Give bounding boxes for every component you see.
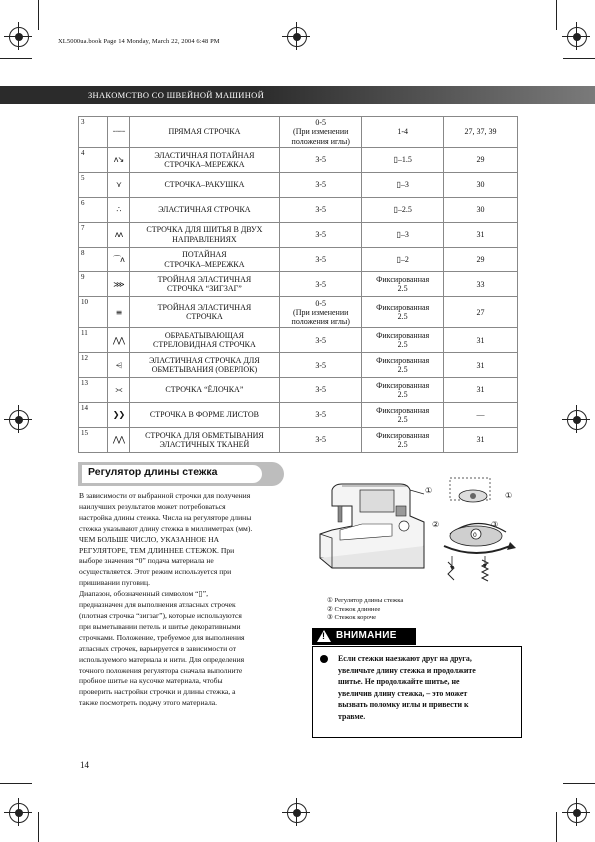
stitch-length: Фиксированная 2.5 bbox=[362, 297, 444, 328]
stitch-width: 3-5 bbox=[280, 403, 362, 428]
stitch-number: 12 bbox=[79, 353, 108, 378]
stitch-width: 3-5 bbox=[280, 172, 362, 197]
trim-line bbox=[38, 0, 39, 30]
blind-stitch-icon bbox=[108, 148, 129, 173]
stitch-name: ЭЛАСТИЧНАЯ СТРОЧКА ДЛЯ ОБМЕТЫВАНИЯ (ОВЕРЛОК) bbox=[129, 353, 280, 378]
stitch-length: Фиксированная 2.5 bbox=[362, 403, 444, 428]
stitch-width: 3-5 bbox=[280, 247, 362, 272]
stitch-number: 4 bbox=[79, 148, 108, 173]
section-body-text bbox=[79, 491, 289, 709]
registration-mark-bottom-right bbox=[567, 803, 587, 823]
body-text-line: ЧЕМ БОЛЬШЕ ЧИСЛО, УКАЗАННОЕ НА bbox=[79, 534, 220, 544]
chapter-header-bar bbox=[0, 86, 595, 104]
stitch-row bbox=[79, 222, 518, 247]
registration-mark-top-center bbox=[287, 27, 307, 47]
stitch-number: 3 bbox=[79, 117, 108, 148]
stretch-overcast-stitch-icon bbox=[108, 427, 129, 452]
callout-1-dial: ① bbox=[505, 491, 513, 500]
triple-zigzag-stitch-icon: ⋙ bbox=[113, 279, 124, 289]
stitch-page: 27 bbox=[444, 297, 518, 328]
length-dial-drawing bbox=[440, 476, 535, 586]
stitch-row bbox=[79, 297, 518, 328]
stitch-length: ▯–2.5 bbox=[362, 197, 444, 222]
trim-line bbox=[563, 58, 595, 59]
registration-mark-mid-right bbox=[567, 410, 587, 430]
body-text-line: строчками. Положение, требуемое для выполнения bbox=[79, 632, 245, 642]
trim-line bbox=[556, 812, 557, 842]
callout-3: ③ bbox=[491, 520, 499, 529]
stitch-name: ТРОЙНАЯ ЭЛАСТИЧНАЯ СТРОЧКА bbox=[129, 297, 280, 328]
stitch-name: ПРЯМАЯ СТРОЧКА bbox=[129, 117, 280, 148]
stitch-width: 3-5 bbox=[280, 272, 362, 297]
trim-line bbox=[556, 0, 557, 30]
stitch-width: 3-5 bbox=[280, 148, 362, 173]
stitch-name: СТРОЧКА В ФОРМЕ ЛИСТОВ bbox=[129, 403, 280, 428]
stitch-number: 5 bbox=[79, 172, 108, 197]
sewing-machine-drawing bbox=[312, 476, 433, 576]
stitch-name: ЭЛАСТИЧНАЯ ПОТАЙНАЯ СТРОЧКА–МЕРЕЖКА bbox=[129, 148, 280, 173]
arrow-stitch-icon: ⋀⋀ bbox=[112, 335, 124, 345]
section-heading bbox=[78, 462, 284, 486]
body-text-line: наилучших результатов может потребоваться bbox=[79, 501, 226, 511]
stitch-length: Фиксированная 2.5 bbox=[362, 272, 444, 297]
registration-mark-top-right bbox=[567, 27, 587, 47]
triple-zigzag-stitch-icon bbox=[108, 272, 129, 297]
stitch-number: 10 bbox=[79, 297, 108, 328]
caution-line: шитье. Не продолжайте шитье, не bbox=[338, 677, 460, 687]
stitch-table bbox=[78, 116, 518, 453]
stitch-page: 31 bbox=[444, 328, 518, 353]
sewing-machine-illustration bbox=[312, 476, 433, 576]
two-way-stitch-icon: ʌʌ bbox=[114, 230, 123, 240]
stitch-number: 7 bbox=[79, 222, 108, 247]
stitch-page: 31 bbox=[444, 353, 518, 378]
caution-header: ! ВНИМАНИЕ bbox=[312, 628, 416, 645]
stitch-width: 3-5 bbox=[280, 378, 362, 403]
stitch-width: 0-5 (При изменении положения иглы) bbox=[280, 297, 362, 328]
caution-line: увеличьте длину стежка и продолжите bbox=[338, 665, 476, 675]
caution-line: травме. bbox=[338, 711, 366, 721]
stitch-length: Фиксированная 2.5 bbox=[362, 378, 444, 403]
shell-stitch-icon: ⋎ bbox=[116, 180, 121, 190]
stitch-row bbox=[79, 378, 518, 403]
stretch-overcast-stitch-icon: ⋀⋀ bbox=[112, 435, 124, 445]
leaf-stitch-icon: ❯❯ bbox=[112, 410, 125, 420]
caution-line: Если стежки наезжают друг на друга, bbox=[338, 654, 472, 663]
stitch-row bbox=[79, 117, 518, 148]
body-text-line: пробное шитье на кусочке материала, чтобы bbox=[79, 676, 223, 686]
stitch-name: СТРОЧКА–РАКУШКА bbox=[129, 172, 280, 197]
stitch-width: 3-5 bbox=[280, 222, 362, 247]
stitch-page: — bbox=[444, 403, 518, 428]
body-text-line: также посмотреть подачу этого материала. bbox=[79, 698, 218, 708]
trim-line bbox=[563, 783, 595, 784]
stitch-length: 1-4 bbox=[362, 117, 444, 148]
body-text-line: при выметывании петель и шитье декоративными bbox=[79, 621, 241, 631]
registration-mark-bottom-center bbox=[287, 803, 307, 823]
stitch-name: СТРОЧКА ДЛЯ ОБМЕТЫВАНИЯ ЭЛАСТИЧНЫХ ТКАНЕЙ bbox=[129, 427, 280, 452]
stitch-length: ▯–1.5 bbox=[362, 148, 444, 173]
bullet-icon bbox=[320, 655, 328, 663]
stitch-number: 14 bbox=[79, 403, 108, 428]
stitch-row bbox=[79, 148, 518, 173]
section-title: Регулятор длины стежка bbox=[88, 466, 218, 478]
blind2-stitch-icon bbox=[108, 247, 129, 272]
leaf-stitch-icon bbox=[108, 403, 129, 428]
book-slug-line: XL5000ua.book Page 14 Monday, March 22, 2004 6:48 PM bbox=[58, 38, 220, 45]
triple-stitch-icon bbox=[108, 297, 129, 328]
stitch-number: 13 bbox=[79, 378, 108, 403]
stitch-page: 30 bbox=[444, 172, 518, 197]
trim-line bbox=[38, 812, 39, 842]
overlock-stitch-icon: ⩤ bbox=[115, 360, 122, 370]
stitch-row bbox=[79, 172, 518, 197]
feather-stitch-icon: ⪥ bbox=[115, 385, 122, 395]
stitch-row bbox=[79, 427, 518, 452]
trim-line bbox=[0, 783, 32, 784]
straight-stitch-icon: ┈┈┈ bbox=[112, 127, 125, 137]
legend-item: ① Регулятор длины стежка bbox=[327, 597, 404, 604]
registration-mark-top-left bbox=[9, 27, 29, 47]
stitch-length: Фиксированная 2.5 bbox=[362, 427, 444, 452]
stitch-name: СТРОЧКА “ЁЛОЧКА” bbox=[129, 378, 280, 403]
stitch-page: 29 bbox=[444, 148, 518, 173]
svg-text:0: 0 bbox=[473, 532, 477, 539]
callout-1-machine: ① bbox=[425, 486, 433, 495]
blind2-stitch-icon: ⌒ʌ bbox=[113, 254, 124, 264]
arrow-stitch-icon bbox=[108, 328, 129, 353]
shell-stitch-icon bbox=[108, 172, 129, 197]
stitch-number: 8 bbox=[79, 247, 108, 272]
stitch-number: 6 bbox=[79, 197, 108, 222]
stitch-row bbox=[79, 197, 518, 222]
elastic-stitch-icon: ∴ bbox=[116, 205, 121, 215]
overlock-stitch-icon bbox=[108, 353, 129, 378]
body-text-line: осуществляется. Этот режим используется при bbox=[79, 567, 232, 577]
body-text-line: предназначен для выполнения атласных строчек bbox=[79, 600, 236, 610]
stitch-length: ▯–3 bbox=[362, 222, 444, 247]
trim-line bbox=[0, 58, 32, 59]
stitch-row bbox=[79, 328, 518, 353]
stitch-length: ▯–3 bbox=[362, 172, 444, 197]
illustration-legend bbox=[327, 597, 403, 623]
stitch-page: 31 bbox=[444, 222, 518, 247]
caution-line: увеличив длину стежка, – это может bbox=[338, 688, 468, 698]
registration-mark-bottom-left bbox=[9, 803, 29, 823]
two-way-stitch-icon bbox=[108, 222, 129, 247]
body-text-line: пришивании пуговиц. bbox=[79, 578, 150, 588]
length-dial-illustration bbox=[440, 476, 535, 586]
body-text-line: атласных строчек, варьируется в зависимости от bbox=[79, 643, 237, 653]
body-text-line: В зависимости от выбранной строчки для получения bbox=[79, 491, 251, 500]
caution-text bbox=[338, 653, 516, 723]
body-text-line: (плотная строчка “зигзаг”), которые используются bbox=[79, 610, 242, 620]
stitch-number: 9 bbox=[79, 272, 108, 297]
stitch-length: Фиксированная 2.5 bbox=[362, 328, 444, 353]
stitch-page: 33 bbox=[444, 272, 518, 297]
triple-stitch-icon: ≡ bbox=[115, 307, 122, 317]
stitch-page: 31 bbox=[444, 378, 518, 403]
legend-item: ② Стежок длиннее bbox=[327, 605, 381, 613]
stitch-width: 0-5 (При изменении положения иглы) bbox=[280, 117, 362, 148]
stitch-row bbox=[79, 353, 518, 378]
stitch-page: 31 bbox=[444, 427, 518, 452]
stitch-width: 3-5 bbox=[280, 197, 362, 222]
legend-item: ③ Стежок короче bbox=[327, 614, 377, 621]
stitch-width: 3-5 bbox=[280, 353, 362, 378]
stitch-name: ТРОЙНАЯ ЭЛАСТИЧНАЯ СТРОЧКА “ЗИГЗАГ” bbox=[129, 272, 280, 297]
stitch-length: ▯–2 bbox=[362, 247, 444, 272]
body-text-line: используемого материала и нити. Для определения bbox=[79, 654, 245, 664]
blind-stitch-icon: ʌ↘ bbox=[113, 155, 124, 165]
feather-stitch-icon bbox=[108, 378, 129, 403]
stitch-width: 3-5 bbox=[280, 427, 362, 452]
stitch-name: ПОТАЙНАЯ СТРОЧКА–МЕРЕЖКА bbox=[129, 247, 280, 272]
stitch-number: 15 bbox=[79, 427, 108, 452]
body-text-line: РЕГУЛЯТОРЕ, ТЕМ ДЛИННЕЕ СТЕЖОК. При bbox=[79, 545, 235, 555]
straight-stitch-icon bbox=[108, 117, 129, 148]
stitch-row bbox=[79, 247, 518, 272]
body-text-line: выборе значения “0” подача материала не bbox=[79, 556, 214, 566]
stitch-name: ОБРАБАТЫВАЮЩАЯ СТРЕЛОВИДНАЯ СТРОЧКА bbox=[129, 328, 280, 353]
callout-2: ② bbox=[432, 520, 440, 529]
stitch-page: 29 bbox=[444, 247, 518, 272]
stitch-name: СТРОЧКА ДЛЯ ШИТЬЯ В ДВУХ НАПРАВЛЕНИЯХ bbox=[129, 222, 280, 247]
caution-line: вызвать поломку иглы и привести к bbox=[338, 700, 469, 710]
body-text-line: точного положения регулятора сначала выполните bbox=[79, 665, 243, 675]
body-text-line: Диапазон, обозначенный символом “▯”, bbox=[79, 589, 208, 599]
stitch-width: 3-5 bbox=[280, 328, 362, 353]
registration-mark-mid-left bbox=[9, 410, 29, 430]
elastic-stitch-icon bbox=[108, 197, 129, 222]
stitch-page: 30 bbox=[444, 197, 518, 222]
chapter-title: ЗНАКОМСТВО СО ШВЕЙНОЙ МАШИНОЙ bbox=[88, 90, 265, 100]
stitch-page: 27, 37, 39 bbox=[444, 117, 518, 148]
body-text-line: проверить настройки строчки и длины стежка, а bbox=[79, 687, 236, 697]
body-text-line: стежка указывают длину стежка в миллиметрах (мм). bbox=[79, 523, 253, 533]
stitch-row bbox=[79, 403, 518, 428]
stitch-name: ЭЛАСТИЧНАЯ СТРОЧКА bbox=[129, 197, 280, 222]
stitch-row bbox=[79, 272, 518, 297]
stitch-length: Фиксированная 2.5 bbox=[362, 353, 444, 378]
caution-title: ВНИМАНИЕ bbox=[336, 630, 397, 641]
body-text-line: настройка длины стежка. Числа на регуляторе длины bbox=[79, 512, 252, 522]
page-number: 14 bbox=[80, 760, 89, 770]
stitch-number: 11 bbox=[79, 328, 108, 353]
